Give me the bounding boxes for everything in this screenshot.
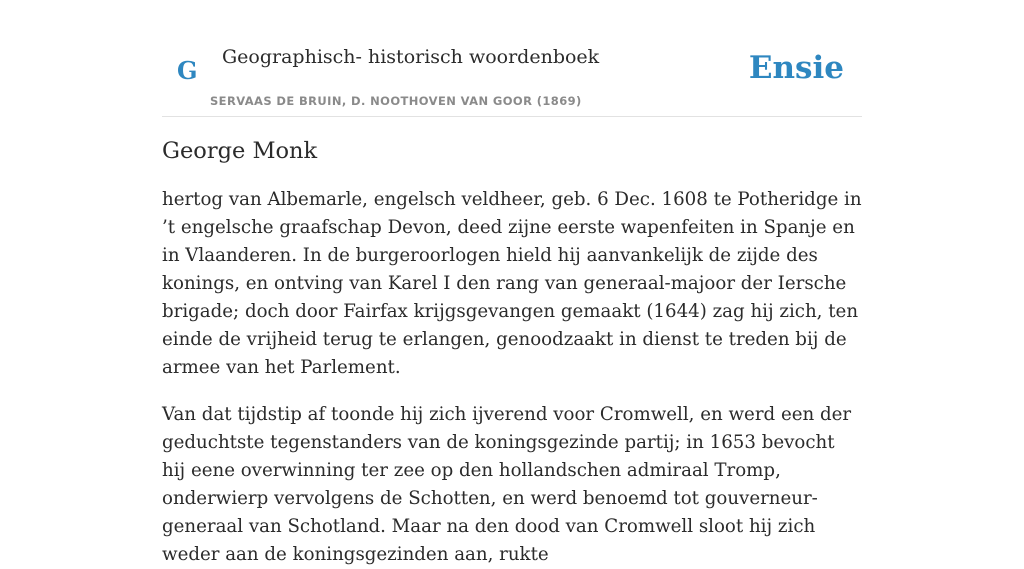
book-logo-icon[interactable]: G <box>177 56 198 85</box>
book-authors: SERVAAS DE BRUIN, D. NOOTHOVEN VAN GOOR (1869) <box>210 94 582 108</box>
article-paragraph: Van dat tijdstip af toonde hij zich ijverend voor Cromwell, en werd een der geduchtste tegenstanders van de koningsgezinde partij; in 1653 bevocht hij eene overwinning ter zee op den hollandschen admiraal Tromp, onderwierp vervolgens de Schotten, en werd benoemd tot gouverneur-generaal van Schotland. Maar na den dood van Cromwell sloot hij zich weder aan de koningsgezinden aan, rukte <box>162 404 852 565</box>
article <box>162 138 862 569</box>
article-headword: George Monk <box>162 138 318 164</box>
article-paragraph: hertog van Albemarle, engelsch veldheer, geb. 6 Dec. 1608 te Potheridge in ’t engelsche graafschap Devon, deed zijne eerste wapenfeiten in Spanje en in Vlaanderen. In de burgeroorlogen hield hij aanvankelijk de zijde des konings, en ontving van Karel I den rang van generaal-majoor der Iersche brigade; doch door Fairfax krijgsgevangen gemaakt (1644) zag hij zich, ten einde de vrijheid terug te erlangen, genoodzaakt in dienst te treden bij de armee van het Parlement. <box>162 189 862 378</box>
ensie-logo-link[interactable]: Ensie <box>748 50 844 86</box>
book-title-link[interactable]: Geographisch- historisch woordenboek <box>222 46 600 68</box>
book-header <box>162 40 862 117</box>
